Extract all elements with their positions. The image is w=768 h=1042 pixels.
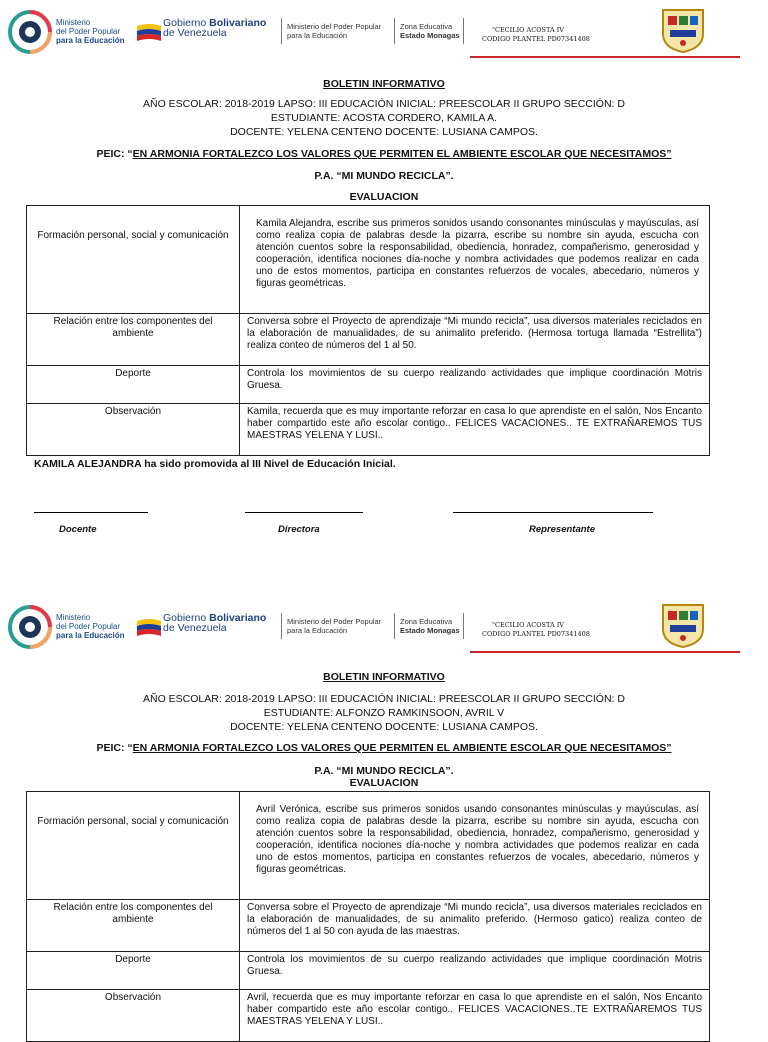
teachers-line: DOCENTE: YELENA CENTENO DOCENTE: LUSIANA CAMPOS.: [230, 721, 538, 733]
school-year-line: AÑO ESCOLAR: 2018-2019 LAPSO: III EDUCACIÓN INICIAL: PREESCOLAR II GRUPO SECCIÓN: D: [143, 98, 625, 110]
gob-label: Gobierno: [163, 612, 210, 624]
area-cell: Observación: [27, 404, 240, 456]
plantel-code: CODIGO PLANTEL PD07341408: [482, 35, 590, 43]
gobierno-text: [163, 18, 266, 38]
mppe-text: [56, 613, 124, 640]
area-cell: Relación entre los componentes del ambiente: [27, 314, 240, 366]
divider: [394, 18, 395, 44]
zona-line: Zona Educativa: [400, 22, 453, 31]
peic-line: [0, 148, 768, 160]
table-row: [27, 366, 710, 404]
zona-text: [400, 617, 460, 635]
signature-line: [453, 512, 653, 513]
ministerio-line: Ministerio del Poder Popular: [287, 617, 382, 626]
gob-label: de Venezuela: [163, 622, 227, 634]
promotion-note: KAMILA ALEJANDRA ha sido promovida al III Nivel de Educación Inicial.: [34, 458, 396, 470]
area-cell: Relación entre los componentes del ambiente: [27, 900, 240, 952]
venezuela-flag-icon: [137, 22, 161, 42]
description-cell: Avril Verónica, escribe sus primeros sonidos usando consonantes minúsculas y mayúsculas, así como realiza copia de palabras desde la pizarra, escribe su nombre sin ayuda, escucha con atención cuentos sobre la responsabilidad, obediencia, honradez, compañerismo, generosidad y cooperación, identifica nociones día-noche y nombra actividades que podemos realizar en cada uno de estos momentos, participa en constantes refuerzos de vocales, abecedario, números y figuras geométricas.: [240, 792, 710, 900]
mppe-logo-icon: [8, 10, 52, 54]
gobierno-text: [163, 613, 266, 633]
peic-text: EN ARMONIA FORTALEZCO LOS VALORES QUE PERMITEN EL AMBIENTE ESCOLAR QUE NECESITAMOS”: [132, 148, 672, 160]
evaluation-table: [26, 205, 710, 456]
student-line: ESTUDIANTE: ACOSTA CORDERO, KAMILA A.: [270, 112, 498, 124]
gob-label-bold: Bolivariano: [209, 612, 267, 624]
signature-line: [34, 512, 148, 513]
signature-directora: Directora: [278, 524, 320, 535]
mppe-line: para la Educación: [56, 36, 125, 45]
mppe-line: para la Educación: [56, 631, 125, 640]
ministerio-line: para la Educación: [287, 626, 348, 635]
mppe-line: del Poder Popular: [56, 622, 121, 631]
mppe-text: [56, 18, 124, 45]
description-cell: Kamila, recuerda que es muy importante reforzar en casa lo que aprendiste en el salón, Nos Encanto haber compartido este año escolar contigo.. FELICES VACACIONES.. TE EXTRAÑAREMOS TUS MAESTRAS YELENA Y LUSI..: [240, 404, 710, 456]
ministerio-text: [287, 617, 381, 635]
signature-line: [245, 512, 363, 513]
header-rule: [470, 56, 740, 58]
description-cell: Kamila Alejandra, escribe sus primeros sonidos usando consonantes minúsculas y mayúsculas, así como realiza copia de palabras desde la pizarra, escribe su nombre sin ayuda, escucha con atención cuentos sobre la responsabilidad, obediencia, honradez, compañerismo, generosidad y cooperación, identifica nociones día-noche y nombra actividades que podemos realizar en cada uno de estos momentos, participa en constantes refuerzos de vocales, abecedario, números y figuras geométricas.: [240, 206, 710, 314]
divider: [394, 613, 395, 639]
peic-text: EN ARMONIA FORTALEZCO LOS VALORES QUE PERMITEN EL AMBIENTE ESCOLAR QUE NECESITAMOS”: [132, 742, 672, 754]
school-year-line: AÑO ESCOLAR: 2018-2019 LAPSO: III EDUCACIÓN INICIAL: PREESCOLAR II GRUPO SECCIÓN: D: [143, 693, 625, 705]
evaluation-heading: EVALUACION: [349, 777, 419, 789]
ministerio-line: Ministerio del Poder Popular: [287, 22, 382, 31]
mppe-logo-icon: [8, 605, 52, 649]
table-row: [27, 314, 710, 366]
school-crest-icon: [658, 4, 708, 54]
area-cell: Formación personal, social y comunicación: [27, 206, 240, 314]
area-cell: Deporte: [27, 366, 240, 404]
peic-label: PEIC: “: [96, 148, 133, 160]
description-cell: Conversa sobre el Proyecto de aprendizaje “Mi mundo recicla”, usa diversos materiales reciclados en la elaboración de manualidades, de su animalito preferido. (Hermoso gatico) realiza conteo de números del 1 al 50 con ayuda de las maestras.: [240, 900, 710, 952]
area-cell: Formación personal, social y comunicación: [27, 792, 240, 900]
area-cell: Observación: [27, 990, 240, 1042]
zona-line: Estado Monagas: [400, 31, 460, 40]
school-name: "CECILIO ACOSTA IV: [492, 621, 564, 629]
project-title: P.A. “MI MUNDO RECICLA”.: [314, 170, 454, 182]
peic-line: [0, 742, 768, 754]
evaluation-table: [26, 791, 710, 1042]
school-name: "CECILIO ACOSTA IV: [492, 26, 564, 34]
school-crest-icon: [658, 599, 708, 649]
zona-line: Estado Monagas: [400, 626, 460, 635]
table-row: [27, 900, 710, 952]
description-cell: Controla los movimientos de su cuerpo realizando actividades que implique coordinación Motris Gruesa.: [240, 952, 710, 990]
plantel-code: CODIGO PLANTEL PD07341408: [482, 630, 590, 638]
divider: [463, 18, 464, 44]
letterhead: [0, 595, 768, 657]
table-row: [27, 206, 710, 314]
description-cell: Conversa sobre el Proyecto de aprendizaje “Mi mundo recicla”, usa diversos materiales reciclados en la elaboración de manualidades, de su animalito preferido. (Hermosa tortuga llamada “Estrellita”) realiza conteo de números del 1 al 50.: [240, 314, 710, 366]
divider: [281, 18, 282, 44]
student-line: ESTUDIANTE: ALFONZO RAMKINSOON, AVRIL V: [263, 707, 505, 719]
gob-label: de Venezuela: [163, 27, 227, 39]
teachers-line: DOCENTE: YELENA CENTENO DOCENTE: LUSIANA CAMPOS.: [230, 126, 538, 138]
signature-docente: Docente: [59, 524, 97, 535]
signature-representante: Representante: [529, 524, 595, 535]
gob-label: Gobierno: [163, 17, 210, 29]
description-cell: Controla los movimientos de su cuerpo realizando actividades que implique coordinación Motris Gruesa.: [240, 366, 710, 404]
gob-label-bold: Bolivariano: [209, 17, 267, 29]
mppe-line: Ministerio: [56, 18, 91, 27]
table-row: [27, 990, 710, 1042]
peic-label: PEIC: “: [96, 742, 133, 754]
area-cell: Deporte: [27, 952, 240, 990]
divider: [281, 613, 282, 639]
project-title: P.A. “MI MUNDO RECICLA”.: [314, 765, 454, 777]
table-row: [27, 952, 710, 990]
bulletin-title: BOLETIN INFORMATIVO: [323, 78, 445, 90]
bulletin-title: BOLETIN INFORMATIVO: [323, 671, 445, 683]
divider: [463, 613, 464, 639]
zona-line: Zona Educativa: [400, 617, 453, 626]
venezuela-flag-icon: [137, 617, 161, 637]
letterhead: [0, 0, 768, 62]
evaluation-heading: EVALUACION: [349, 191, 419, 203]
description-cell: Avril, recuerda que es muy importante reforzar en casa lo que aprendiste en el salón, Nos Encanto haber compartido este año escolar contigo.. FELICES VACACIONES..TE EXTRAÑAREMOS TUS MAESTRAS YELENA Y LUSI..: [240, 990, 710, 1042]
ministerio-line: para la Educación: [287, 31, 348, 40]
school-code: [482, 26, 590, 44]
table-row: [27, 404, 710, 456]
zona-text: [400, 22, 460, 40]
mppe-line: Ministerio: [56, 613, 91, 622]
mppe-line: del Poder Popular: [56, 27, 121, 36]
school-code: [482, 621, 590, 639]
ministerio-text: [287, 22, 381, 40]
table-row: [27, 792, 710, 900]
header-rule: [470, 651, 740, 653]
